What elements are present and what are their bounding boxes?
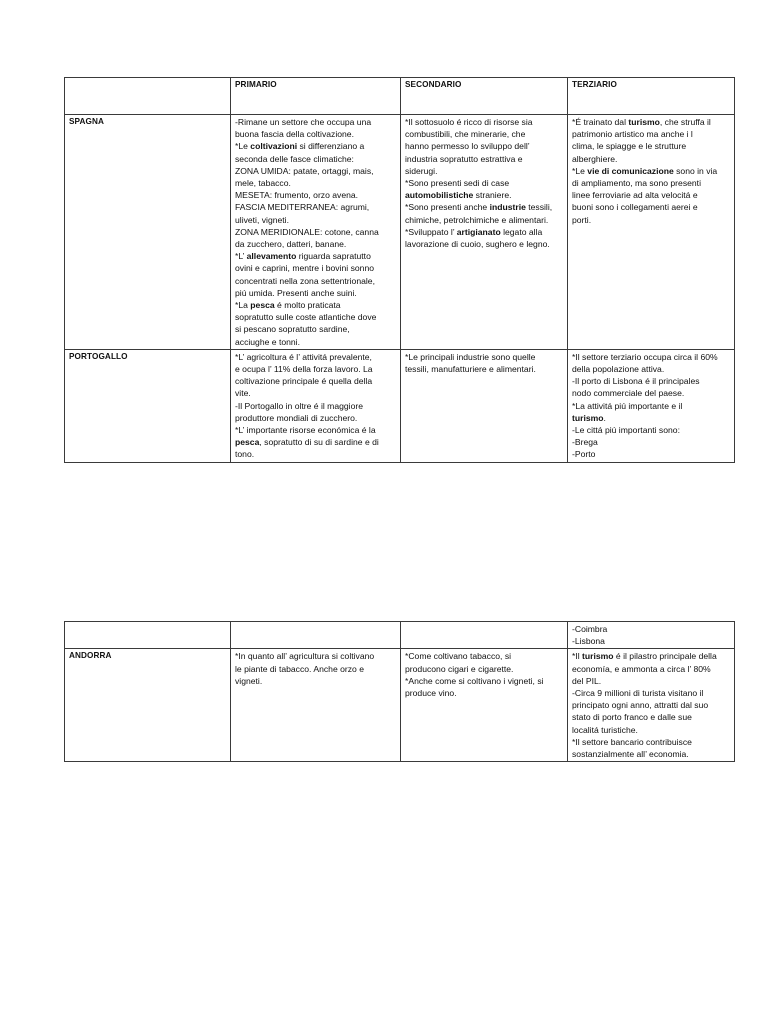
table-row (65, 349, 735, 462)
cell-text-line: mele, tabacco. (235, 178, 291, 189)
cell-text-line: e ocupa l’ 11% della forza lavoro. La (235, 364, 373, 375)
cell-text-line: *L’ agricoltura é l’ attivitá prevalente, (235, 351, 372, 362)
cell-text-line: pesca, sopratutto di su di sardine e di (235, 437, 379, 448)
cell-text-line: stato di porto franco e dalle sue (572, 712, 692, 723)
cell-text-line: *Il settore terziario occupa circa il 60% (572, 351, 718, 362)
cell-text-line: patrimonio artistico ma anche i l (572, 129, 693, 140)
cell-text-line: seconda delle fasce climatiche: (235, 153, 354, 164)
continuation-empty-cell (401, 622, 568, 649)
cell-text-line: *Le coltivazioni si differenziano a (235, 141, 365, 152)
cell-text-line: linee ferroviarie ad alta velocitá e (572, 190, 698, 201)
cell-text-line: combustibili, che minerarie, che (405, 129, 526, 140)
cell-text-line: *Sviluppato l’ artigianato legato alla (405, 226, 543, 237)
cell-text-line: concentrati nella zona settentrionale, (235, 275, 375, 286)
cell-text-line: buona fascia della coltivazione. (235, 129, 354, 140)
header-secondario: SECONDARIO (401, 78, 568, 115)
cell-text-line: acciughe e tonni. (235, 336, 300, 347)
cell-text-line: FASCIA MEDITERRANEA: agrumi, (235, 202, 370, 213)
cell-text-line: vite. (235, 388, 251, 399)
cell-text-line: *Le vie di comunicazione sono in via (572, 165, 718, 176)
header-empty-cell (65, 78, 231, 115)
continuation-empty-cell (65, 622, 231, 649)
cell-text-line: sostanzialmente all’ economia. (572, 749, 689, 760)
cell-text-line: industria sopratutto estrattiva e (405, 153, 523, 164)
cell-text-line: porti. (572, 214, 592, 225)
cell-text-line: ZONA MERIDIONALE: cotone, canna (235, 226, 379, 237)
cell-text-line: *Come coltivano tabacco, si (405, 651, 512, 662)
cell-text-line: di ampliamento, ma sono presenti (572, 178, 701, 189)
cell-text-line: localitá turistiche. (572, 724, 638, 735)
cell-text-line: tono. (235, 449, 255, 460)
cell-text-line: buoni sono i collegamenti aerei e (572, 202, 698, 213)
cell-text-line: sopratutto sulle coste atlantiche dove (235, 312, 377, 323)
cell-text-line: *L’ importante risorse económica é la (235, 425, 376, 436)
portogallo-secondario-cell (401, 349, 568, 462)
continuation-empty-cell (231, 622, 401, 649)
cell-text-line: *Il sottosuolo é ricco di risorse sia (405, 117, 533, 127)
cell-text-line: *In quanto all’ agricultura si coltivano (235, 651, 375, 662)
spagna-primario-cell (231, 115, 401, 350)
cell-text-line: -Le cittá piú importanti sono: (572, 425, 680, 436)
cell-text-line: chimiche, petrolchimiche e alimentari. (405, 214, 549, 225)
portogallo-cities-continued-cell (568, 622, 735, 649)
cell-text-line: si pescano sopratutto sardine, (235, 324, 350, 335)
cell-text-line: del PIL. (572, 675, 602, 686)
cell-text-line: automobilistiche straniere. (405, 190, 512, 201)
cell-text-line: produce vino. (405, 688, 457, 699)
cell-text-line: -Rimane un settore che occupa una (235, 117, 372, 127)
cell-text-line: MESETA: frumento, orzo avena. (235, 190, 359, 201)
portogallo-primario-cell (231, 349, 401, 462)
portogallo-terziario-cell (568, 349, 735, 462)
cell-text-line: *Il turismo é il pilastro principale della (572, 651, 717, 662)
cell-text-line: clima, le spiagge e le strutture (572, 141, 687, 152)
cell-text-line: *Il settore bancario contribuisce (572, 736, 692, 747)
cell-text-line: *Sono presenti sedi di case (405, 178, 510, 189)
cell-text-line: nodo commerciale del paese. (572, 388, 685, 399)
cell-text-line: tessili, manufatturiere e alimentari. (405, 364, 536, 375)
cell-text-line: coltivazione principale é quella della (235, 376, 373, 387)
cell-text-line: -Coimbra (572, 624, 608, 634)
cell-text-line: -Il Portogallo in oltre é il maggiore (235, 400, 364, 411)
cell-text-line: uliveti, vigneti. (235, 214, 289, 225)
cell-text-line: lavorazione di cuoio, sughero e legno. (405, 239, 550, 250)
header-primario: PRIMARIO (231, 78, 401, 115)
cell-text-line: *É trainato dal turismo, che struffa il (572, 117, 711, 127)
spagna-secondario-cell (401, 115, 568, 350)
table-row (65, 649, 735, 762)
cell-text-line: *L’ allevamento riguarda sapratutto (235, 251, 371, 262)
andorra-secondario-cell (401, 649, 568, 762)
sector-table-continued (64, 621, 735, 762)
cell-text-line: produttore mondiali di zucchero. (235, 412, 358, 423)
cell-text-line: vigneti. (235, 675, 263, 686)
table-row-continuation (65, 622, 735, 649)
cell-text-line: *La pesca é molto praticata (235, 300, 341, 311)
cell-text-line: *Anche come si coltivano i vigneti, si (405, 675, 544, 686)
cell-text-line: -Brega (572, 437, 598, 448)
cell-text-line: hanno permesso lo sviluppo dell’ (405, 141, 530, 152)
cell-text-line: *Sono presenti anche industrie tessili, (405, 202, 553, 213)
country-andorra: ANDORRA (65, 649, 231, 762)
cell-text-line: della popolazione attiva. (572, 364, 665, 375)
cell-text-line: *Le principali industrie sono quelle (405, 351, 536, 362)
country-spagna: SPAGNA (65, 115, 231, 350)
header-terziario: TERZIARIO (568, 78, 735, 115)
cell-text-line: da zucchero, datteri, banane. (235, 239, 347, 250)
cell-text-line: -Circa 9 millioni di turista visitano il (572, 688, 704, 699)
cell-text-line: alberghiere. (572, 153, 618, 164)
spagna-terziario-cell (568, 115, 735, 350)
cell-text-line: economía, e ammonta a circa l’ 80% (572, 663, 711, 674)
cell-text-line: siderugi. (405, 165, 438, 176)
cell-text-line: principato ogni anno, attratti dal suo (572, 700, 709, 711)
cell-text-line: -Lisbona (572, 636, 605, 647)
country-portogallo: PORTOGALLO (65, 349, 231, 462)
table-row (65, 115, 735, 350)
sector-table (64, 77, 735, 463)
cell-text-line: -Il porto di Lisbona é il principales (572, 376, 700, 387)
table-header-row (65, 78, 735, 115)
andorra-terziario-cell (568, 649, 735, 762)
cell-text-line: ZONA UMIDA: patate, ortaggi, mais, (235, 165, 374, 176)
cell-text-line: -Porto (572, 449, 596, 460)
andorra-primario-cell (231, 649, 401, 762)
cell-text-line: piú umida. Presenti anche suini. (235, 287, 357, 298)
cell-text-line: le piante di tabacco. Anche orzo e (235, 663, 364, 674)
cell-text-line: ovini e caprini, mentre i bovini sonno (235, 263, 375, 274)
cell-text-line: *La attivitá piú importante e il (572, 400, 683, 411)
cell-text-line: producono cigari e cigarette. (405, 663, 514, 674)
cell-text-line: turismo. (572, 412, 606, 423)
